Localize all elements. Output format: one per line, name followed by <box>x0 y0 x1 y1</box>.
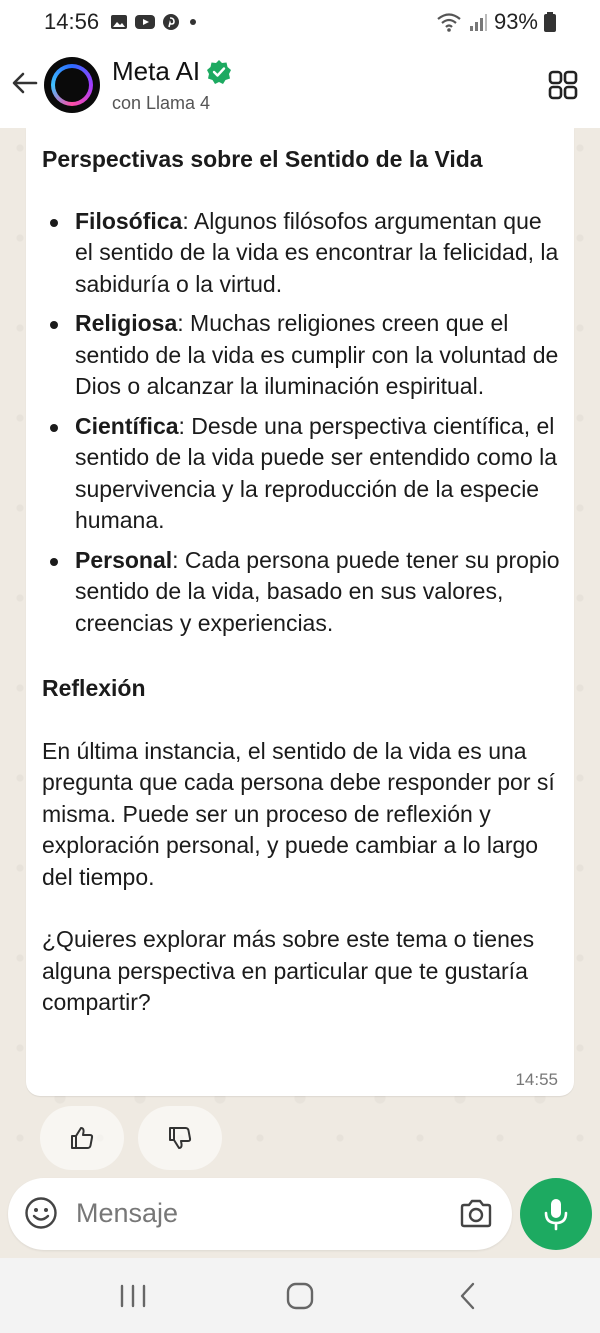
thumbs-up-button[interactable] <box>40 1106 124 1170</box>
verified-icon <box>206 59 232 85</box>
bullet <box>50 424 58 432</box>
wifi-icon <box>436 11 462 33</box>
arrow-back-icon[interactable] <box>10 68 40 98</box>
notification-icons <box>110 13 200 31</box>
list-item <box>42 206 562 301</box>
status-right <box>436 9 556 35</box>
item-term: Personal <box>75 546 173 573</box>
item-text: : Desde una perspectiva científica, el sentido de la vida puede ser entendido como la supervivencia y la reproducción de la especie humana. <box>75 412 558 533</box>
item-text: : Algunos filósofos argumentan que el sentido de la vida es encontrar la felicidad, la sabiduría o la virtud. <box>75 207 559 297</box>
chat-header <box>0 44 600 129</box>
gallery-icon <box>110 13 128 31</box>
recent-apps-icon[interactable] <box>116 1280 150 1312</box>
thumbs-down-button[interactable] <box>138 1106 222 1170</box>
item-term: Filosófica <box>75 207 183 234</box>
perspectives-list <box>42 206 562 640</box>
message-composer[interactable] <box>8 1178 512 1250</box>
list-item <box>42 411 562 537</box>
home-icon[interactable] <box>283 1280 317 1312</box>
message-input[interactable]: Mensaje <box>76 1198 179 1228</box>
contact-subtitle: con Llama 4 <box>112 93 211 113</box>
thumbs-down-icon <box>167 1125 193 1151</box>
list-item <box>42 308 562 403</box>
contact-name[interactable] <box>112 56 232 87</box>
reflection-text: En última instancia, el sentido de la vida es una pregunta que cada persona debe responder por sí misma. Puede ser un proceso de reflexión y exploración personal, y puede cambiar a lo largo del tiempo. <box>42 737 555 890</box>
nav-back-icon[interactable] <box>452 1280 486 1312</box>
thumbs-up-icon <box>69 1125 95 1151</box>
battery-percent: 93% <box>493 9 538 34</box>
item-term: Científica <box>75 412 179 439</box>
reflection-heading: Reflexión <box>42 675 146 701</box>
message-bubble[interactable] <box>26 128 574 1096</box>
system-nav-bar <box>0 1258 600 1333</box>
emoji-icon[interactable] <box>24 1196 58 1230</box>
meta-ai-logo <box>51 64 93 106</box>
camera-icon[interactable] <box>458 1196 494 1232</box>
dot-icon <box>186 13 200 31</box>
bullet <box>50 219 58 227</box>
message-time: 14:55 <box>515 1070 558 1089</box>
item-text: : Muchas religiones creen que el sentido de la vida es cumplir con la voluntad de Dios o alcanzar la iluminación espiritual. <box>75 310 559 399</box>
message-content <box>42 144 562 1019</box>
youtube-icon <box>134 13 156 31</box>
avatar[interactable] <box>44 57 100 113</box>
status-bar <box>0 0 600 44</box>
battery-icon <box>544 12 556 32</box>
bullet <box>50 558 58 566</box>
pinterest-icon <box>162 13 180 31</box>
mic-icon <box>541 1197 571 1231</box>
list-item <box>42 545 562 640</box>
item-text: : Cada persona puede tener su propio sentido de la vida, basado en sus valores, creencias y experiencias. <box>75 546 560 636</box>
grid-icon[interactable] <box>548 70 578 100</box>
signal-icon <box>468 12 488 32</box>
mic-button[interactable] <box>520 1178 592 1250</box>
bullet <box>50 321 58 329</box>
item-term: Religiosa <box>75 310 178 336</box>
status-time: 14:56 <box>44 9 100 34</box>
question-text: ¿Quieres explorar más sobre este tema o tienes alguna perspectiva en particular que te gustaría compartir? <box>42 926 535 1015</box>
message-heading: Perspectivas sobre el Sentido de la Vida <box>42 146 483 172</box>
contact-name-text: Meta AI <box>112 56 201 86</box>
